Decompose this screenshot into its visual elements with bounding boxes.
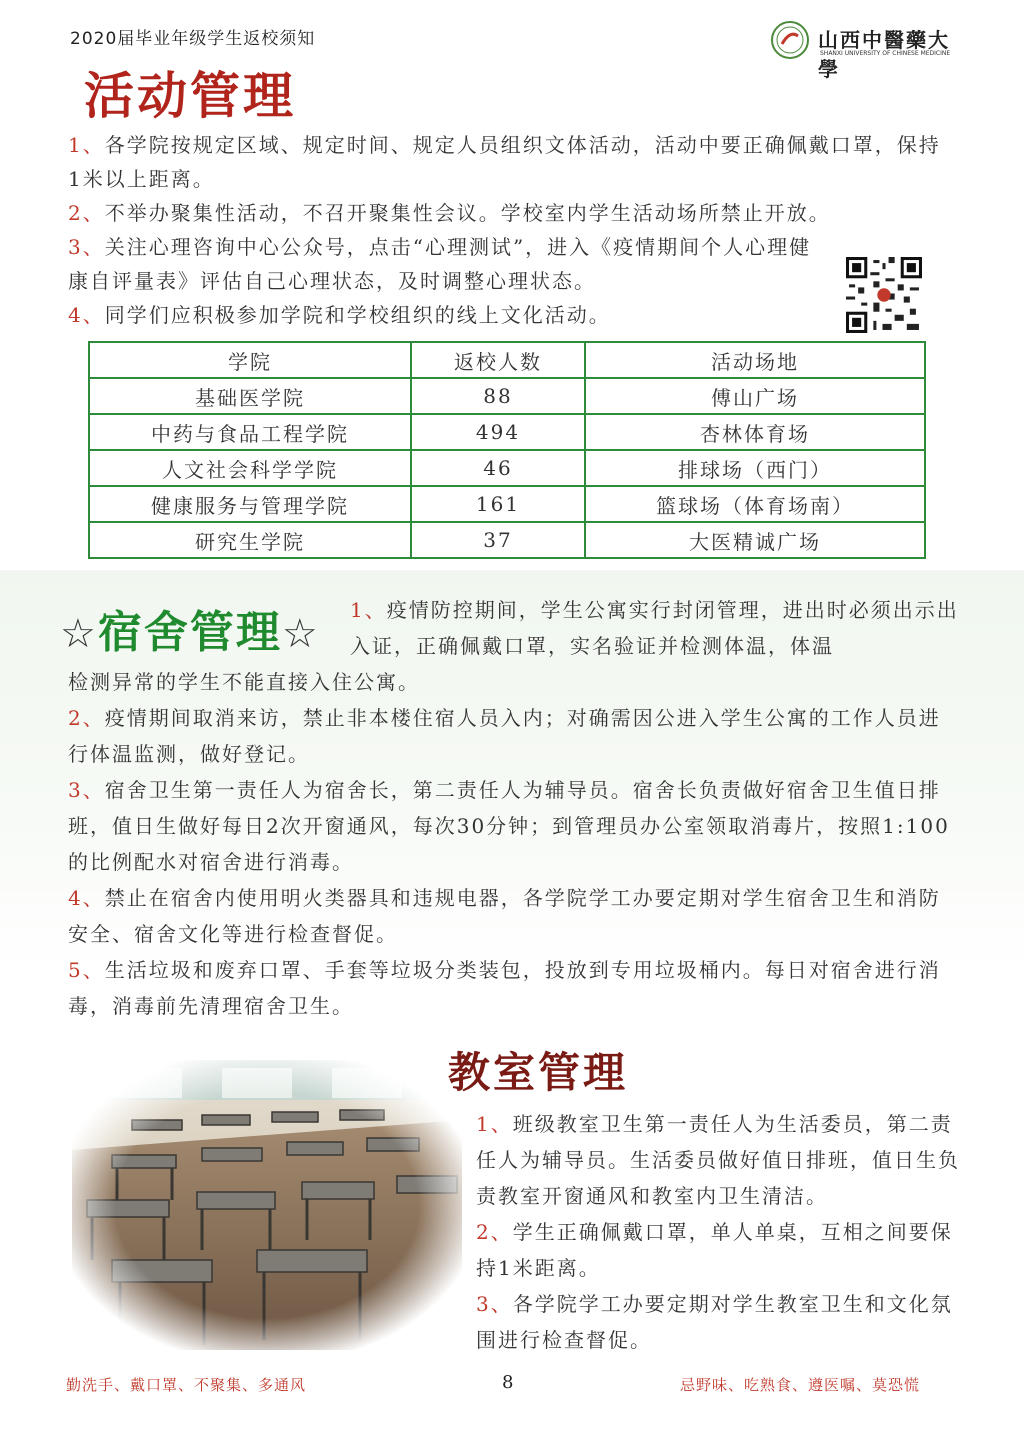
star-icon: ☆ xyxy=(60,611,98,657)
classroom-rule: 1、班级教室卫生第一责任人为生活委员，第二责任人为辅导员。生活委员做好值日排班，值日生负责教室开窗通风和教室内卫生清洁。 xyxy=(476,1112,960,1208)
table-row xyxy=(89,450,925,486)
dorm-rule-lead: 1、疫情防控期间，学生公寓实行封闭管理，进出时必须出示出入证，正确佩戴口罩，实名验证并检测体温，体温 xyxy=(350,598,959,658)
table-row xyxy=(89,522,925,558)
classroom-rule: 2、学生正确佩戴口罩，单人单桌，互相之间要保持1米距离。 xyxy=(476,1220,953,1280)
column-header: 活动场地 xyxy=(585,342,925,378)
dorm-rule: 3、宿舍卫生第一责任人为宿舍长，第二责任人为辅导员。宿舍长负责做好宿舍卫生值日排班，值日生做好每日2次开窗通风，每次30分钟；到管理员办公室领取消毒片，按照1:100的比例配水对宿舍进行消毒。 xyxy=(68,778,950,874)
dorm-management-heading xyxy=(60,596,320,660)
table-cell: 中药与食品工程学院 xyxy=(89,414,411,450)
table-cell: 篮球场（体育场南） xyxy=(585,486,925,522)
table-cell: 基础医学院 xyxy=(89,378,411,414)
classroom-photo xyxy=(72,1060,462,1350)
activity-rule: 4、同学们应积极参加学院和学校组织的线上文化活动。 xyxy=(68,303,611,327)
table-cell: 88 xyxy=(411,378,585,414)
qr-code-icon xyxy=(844,257,924,333)
table-cell: 大医精诚广场 xyxy=(585,522,925,558)
table-cell: 傅山广场 xyxy=(585,378,925,414)
dorm-rules xyxy=(68,664,958,1024)
classroom-rules xyxy=(476,1106,966,1358)
dorm-rule-continuation: 检测异常的学生不能直接入住公寓。 xyxy=(68,670,420,694)
table-cell: 人文社会科学学院 xyxy=(89,450,411,486)
table-header-row xyxy=(89,342,925,378)
dorm-rule: 2、疫情期间取消来访，禁止非本楼住宿人员入内；对确需因公进入学生公寓的工作人员进行体温监测，做好登记。 xyxy=(68,706,941,766)
logo-english-name: SHANXI UNIVERSITY OF CHINESE MEDICINE xyxy=(820,50,951,57)
footer-slogan-right: 忌野味、吃熟食、遵医嘱、莫恐慌 xyxy=(680,1376,921,1394)
activity-management-heading: 活动管理 xyxy=(84,66,296,125)
dorm-heading-text: 宿舍管理 xyxy=(97,607,282,658)
table-cell: 健康服务与管理学院 xyxy=(89,486,411,522)
dorm-rule: 4、禁止在宿舍内使用明火类器具和违规电器，各学院学工办要定期对学生宿舍卫生和消防安全、宿舍文化等进行检查督促。 xyxy=(68,886,941,946)
table-cell: 杏林体育场 xyxy=(585,414,925,450)
dorm-rule: 5、生活垃圾和废弃口罩、手套等垃圾分类装包，投放到专用垃圾桶内。每日对宿舍进行消毒，消毒前先清理宿舍卫生。 xyxy=(68,958,941,1018)
footer-slogan-left: 勤洗手、戴口罩、不聚集、多通风 xyxy=(66,1376,307,1394)
column-header: 学院 xyxy=(89,342,411,378)
university-emblem-icon xyxy=(770,20,810,60)
table-cell: 37 xyxy=(411,522,585,558)
activity-rule: 3、关注心理咨询中心公众号，点击“心理测试”，进入《疫情期间个人心理健康自评量表》评估自己心理状态，及时调整心理状态。 xyxy=(68,235,812,293)
table-row xyxy=(89,378,925,414)
activity-rules xyxy=(68,128,948,332)
activity-rule: 2、不举办聚集性活动，不召开聚集性会议。学校室内学生活动场所禁止开放。 xyxy=(68,201,831,225)
table-cell: 161 xyxy=(411,486,585,522)
column-header: 返校人数 xyxy=(411,342,585,378)
table-cell: 46 xyxy=(411,450,585,486)
table-row xyxy=(89,414,925,450)
return-count-table xyxy=(88,341,926,559)
table-row xyxy=(89,486,925,522)
table-cell: 研究生学院 xyxy=(89,522,411,558)
logo-chinese-name: 山西中醫藥大學 xyxy=(818,28,950,81)
document-header-title: 2020届毕业年级学生返校须知 xyxy=(70,29,316,49)
table-cell: 排球场（西门） xyxy=(585,450,925,486)
classroom-management-heading: 教室管理 xyxy=(448,1048,629,1097)
table-cell: 494 xyxy=(411,414,585,450)
activity-rule: 1、各学院按规定区域、规定时间、规定人员组织文体活动，活动中要正确佩戴口罩，保持1米以上距离。 xyxy=(68,133,941,191)
university-logo xyxy=(770,20,970,81)
page-number: 8 xyxy=(502,1372,514,1393)
classroom-rule: 3、各学院学工办要定期对学生教室卫生和文化氛围进行检查督促。 xyxy=(476,1292,953,1352)
star-icon: ☆ xyxy=(281,611,320,657)
